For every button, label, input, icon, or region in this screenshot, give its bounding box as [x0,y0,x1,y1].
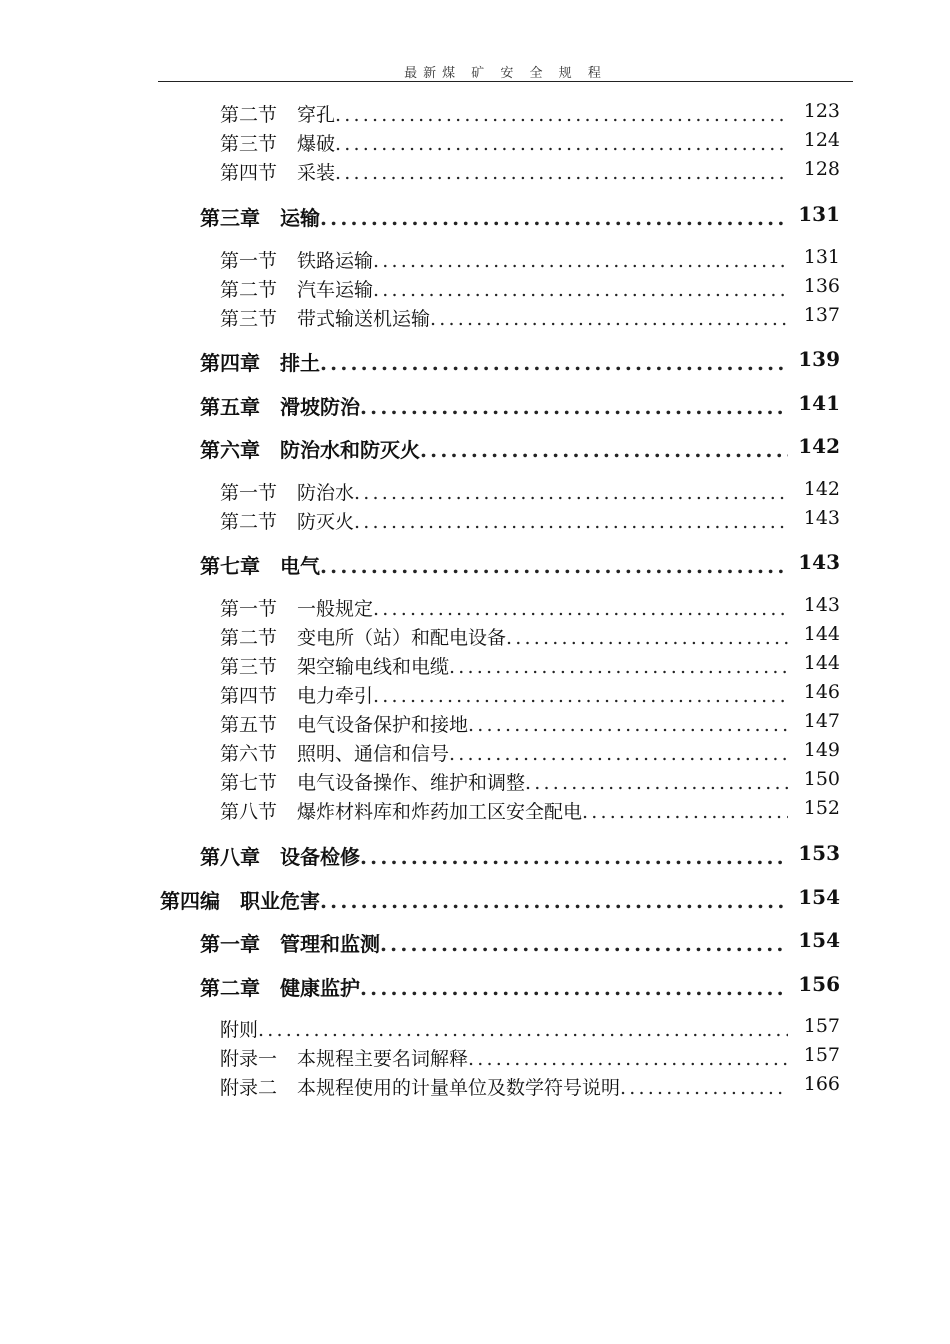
toc-entry-section[interactable] [220,507,840,535]
toc-entry-label [220,594,373,621]
toc-entry-number: 第二节 [220,511,278,533]
toc-entry-page-number: 150 [803,768,840,790]
toc-entry-page-number: 124 [803,129,840,151]
toc-entry-title: 本规程使用的计量单位及数学符号说明 [297,1077,621,1099]
toc-entry-section[interactable] [220,768,840,796]
toc-entry-number: 第八章 [200,845,260,869]
toc-entry-number: 第四节 [220,162,278,184]
dot-leader [373,685,788,707]
toc-entry-page-number: 144 [803,623,840,645]
toc-entry-title: 电气设备保护和接地 [297,714,469,736]
dot-leader [430,308,788,330]
toc-entry-number: 第三节 [220,133,278,155]
toc-entry-title: 防治水和防灭火 [280,438,420,462]
toc-entry-page-number: 139 [798,347,840,371]
toc-entry-page-number: 147 [803,710,840,732]
toc-entry-page-number: 128 [803,158,840,180]
toc-entry-label [200,928,380,957]
toc-entry-title: 防治水 [297,482,355,504]
toc-entry-label [220,304,430,331]
toc-entry-label [200,434,420,463]
toc-entry-page-number: 149 [803,739,840,761]
toc-entry-label [220,1044,468,1071]
toc-entry-page-number: 141 [798,391,840,415]
toc-entry-title: 电力牵引 [297,685,374,707]
toc-entry-section[interactable] [220,652,840,680]
toc-entry-title: 排土 [280,351,320,375]
toc-entry-page-number: 131 [798,202,840,226]
toc-entry-number: 第六章 [200,438,260,462]
toc-entry-chapter[interactable] [200,202,840,230]
toc-entry-title: 照明、通信和信号 [297,743,450,765]
toc-entry-title: 采装 [297,162,336,184]
toc-entry-number: 第四章 [200,351,260,375]
toc-entry-section[interactable] [220,129,840,157]
toc-entry-title: 健康监护 [280,976,360,1000]
toc-entry-chapter[interactable] [200,928,840,956]
toc-entry-number: 附录二 [220,1077,278,1099]
dot-leader [420,438,788,462]
toc-entry-title: 防灭火 [297,511,355,533]
dot-leader [373,279,788,301]
toc-entry-section[interactable] [220,681,840,709]
toc-entry-number: 第七章 [200,554,260,578]
toc-entry-label [200,202,320,231]
dot-leader [354,482,788,504]
toc-entry-label [220,1073,620,1100]
toc-entry-chapter[interactable] [200,391,840,419]
toc-entry-page-number: 142 [798,434,840,458]
toc-entry-title: 爆炸材料库和炸药加工区安全配电 [297,801,583,823]
toc-entry-label [220,1015,258,1042]
toc-entry-number: 第七节 [220,772,278,794]
toc-entry-label [200,347,320,376]
dot-leader [320,206,788,230]
toc-entry-number: 第二章 [200,976,260,1000]
toc-entry-chapter[interactable] [200,841,840,869]
toc-entry-label [220,710,468,737]
toc-entry-label [220,129,335,156]
dot-leader [620,1077,788,1099]
toc-entry-title: 穿孔 [297,104,336,126]
toc-entry-label [200,550,320,579]
toc-entry-label [220,100,335,127]
header-rule [158,81,853,82]
toc-entry-page-number: 123 [803,100,840,122]
toc-entry-label [220,246,373,273]
toc-entry-chapter[interactable] [200,434,840,462]
toc-entry-title: 滑坡防治 [280,395,360,419]
toc-entry-number: 第三节 [220,308,278,330]
toc-entry-title: 管理和监测 [280,932,380,956]
dot-leader [335,162,788,184]
dot-leader [320,554,788,578]
toc-entry-chapter[interactable] [200,550,840,578]
toc-entry-title: 汽车运输 [297,279,374,301]
toc-entry-title: 设备检修 [280,845,360,869]
toc-entry-title: 附则 [220,1019,259,1041]
toc-entry-number: 第八节 [220,801,278,823]
toc-entry-label [200,391,360,420]
toc-entry-page-number: 156 [798,972,840,996]
toc-entry-title: 铁路运输 [297,250,374,272]
toc-entry-label [160,885,320,914]
toc-entry-page-number: 144 [803,652,840,674]
toc-entry-section[interactable] [220,797,840,825]
dot-leader [335,104,788,126]
toc-entry-chapter[interactable] [200,347,840,375]
toc-entry-page-number: 152 [803,797,840,819]
toc-entry-section[interactable] [220,623,840,651]
toc-entry-title: 一般规定 [297,598,374,620]
toc-entry-number: 第三章 [200,206,260,230]
running-header: 最新煤 矿 安 全 规 程 [404,66,607,81]
dot-leader [360,395,788,419]
dot-leader [582,801,788,823]
dot-leader [373,598,788,620]
toc-entry-title: 电气设备操作、维护和调整 [297,772,526,794]
toc-entry-section[interactable] [220,275,840,303]
toc-entry-section[interactable] [220,304,840,332]
toc-entry-label [220,275,373,302]
dot-leader [373,250,788,272]
dot-leader [449,743,788,765]
dot-leader [335,133,788,155]
dot-leader [525,772,788,794]
toc-entry-number: 附录一 [220,1048,278,1070]
toc-entry-page-number: 143 [803,507,840,529]
toc-entry-section[interactable] [220,478,840,506]
toc-entry-title: 带式输送机运输 [297,308,431,330]
toc-entry-section[interactable] [220,739,840,767]
toc-entry-section[interactable] [220,594,840,622]
toc-entry-appendix[interactable] [220,1015,840,1043]
toc-entry-number: 第五章 [200,395,260,419]
toc-entry-number: 第一节 [220,482,278,504]
dot-leader [320,889,788,913]
dot-leader [449,656,788,678]
toc-entry-title: 运输 [280,206,320,230]
toc-entry-number: 第四节 [220,685,278,707]
toc-entry-number: 第三节 [220,656,278,678]
toc-entry-page-number: 157 [803,1015,840,1037]
toc-entry-part[interactable] [160,885,840,913]
toc-entry-page-number: 146 [803,681,840,703]
toc-entry-number: 第二节 [220,627,278,649]
dot-leader [468,714,788,736]
dot-leader [506,627,788,649]
toc-entry-page-number: 143 [803,594,840,616]
toc-entry-page-number: 153 [798,841,840,865]
toc-entry-title: 爆破 [297,133,336,155]
toc-entry-number: 第二节 [220,279,278,301]
toc-entry-page-number: 137 [803,304,840,326]
toc-entry-page-number: 154 [798,928,840,952]
dot-leader [320,351,788,375]
toc-entry-label [220,158,335,185]
toc-entry-appendix[interactable] [220,1044,840,1072]
toc-entry-page-number: 136 [803,275,840,297]
toc-entry-title: 电气 [280,554,320,578]
dot-leader [360,976,788,1000]
toc-entry-number: 第六节 [220,743,278,765]
dot-leader [380,932,788,956]
toc-entry-number: 第一节 [220,598,278,620]
toc-entry-title: 职业危害 [240,889,320,913]
toc-entry-section[interactable] [220,246,840,274]
toc-entry-title: 变电所（站）和配电设备 [297,627,507,649]
toc-entry-page-number: 166 [803,1073,840,1095]
toc-entry-label [200,841,360,870]
toc-entry-section[interactable] [220,100,840,128]
toc-entry-page-number: 154 [798,885,840,909]
toc-entry-page-number: 143 [798,550,840,574]
toc-entry-label [220,652,449,679]
toc-entry-label [220,507,354,534]
toc-entry-label [220,623,506,650]
toc-entry-number: 第一节 [220,250,278,272]
toc-entry-title: 本规程主要名词解释 [297,1048,469,1070]
toc-entry-label [220,681,373,708]
toc-entry-number: 第五节 [220,714,278,736]
dot-leader [354,511,788,533]
toc-entry-label [200,972,360,1001]
toc-entry-number: 第一章 [200,932,260,956]
toc-entry-label [220,478,354,505]
toc-entry-page-number: 131 [803,246,840,268]
toc-entry-label [220,768,525,795]
toc-entry-number: 第二节 [220,104,278,126]
toc-entry-page-number: 142 [803,478,840,500]
toc-entry-label [220,739,449,766]
toc-entry-appendix[interactable] [220,1073,840,1101]
toc-entry-section[interactable] [220,158,840,186]
toc-entry-section[interactable] [220,710,840,738]
toc-entry-page-number: 157 [803,1044,840,1066]
toc-entry-title: 架空输电线和电缆 [297,656,450,678]
toc-entry-number: 第四编 [160,889,220,913]
dot-leader [258,1019,788,1041]
dot-leader [360,845,788,869]
dot-leader [468,1048,788,1070]
toc-entry-chapter[interactable] [200,972,840,1000]
toc-entry-label [220,797,582,824]
